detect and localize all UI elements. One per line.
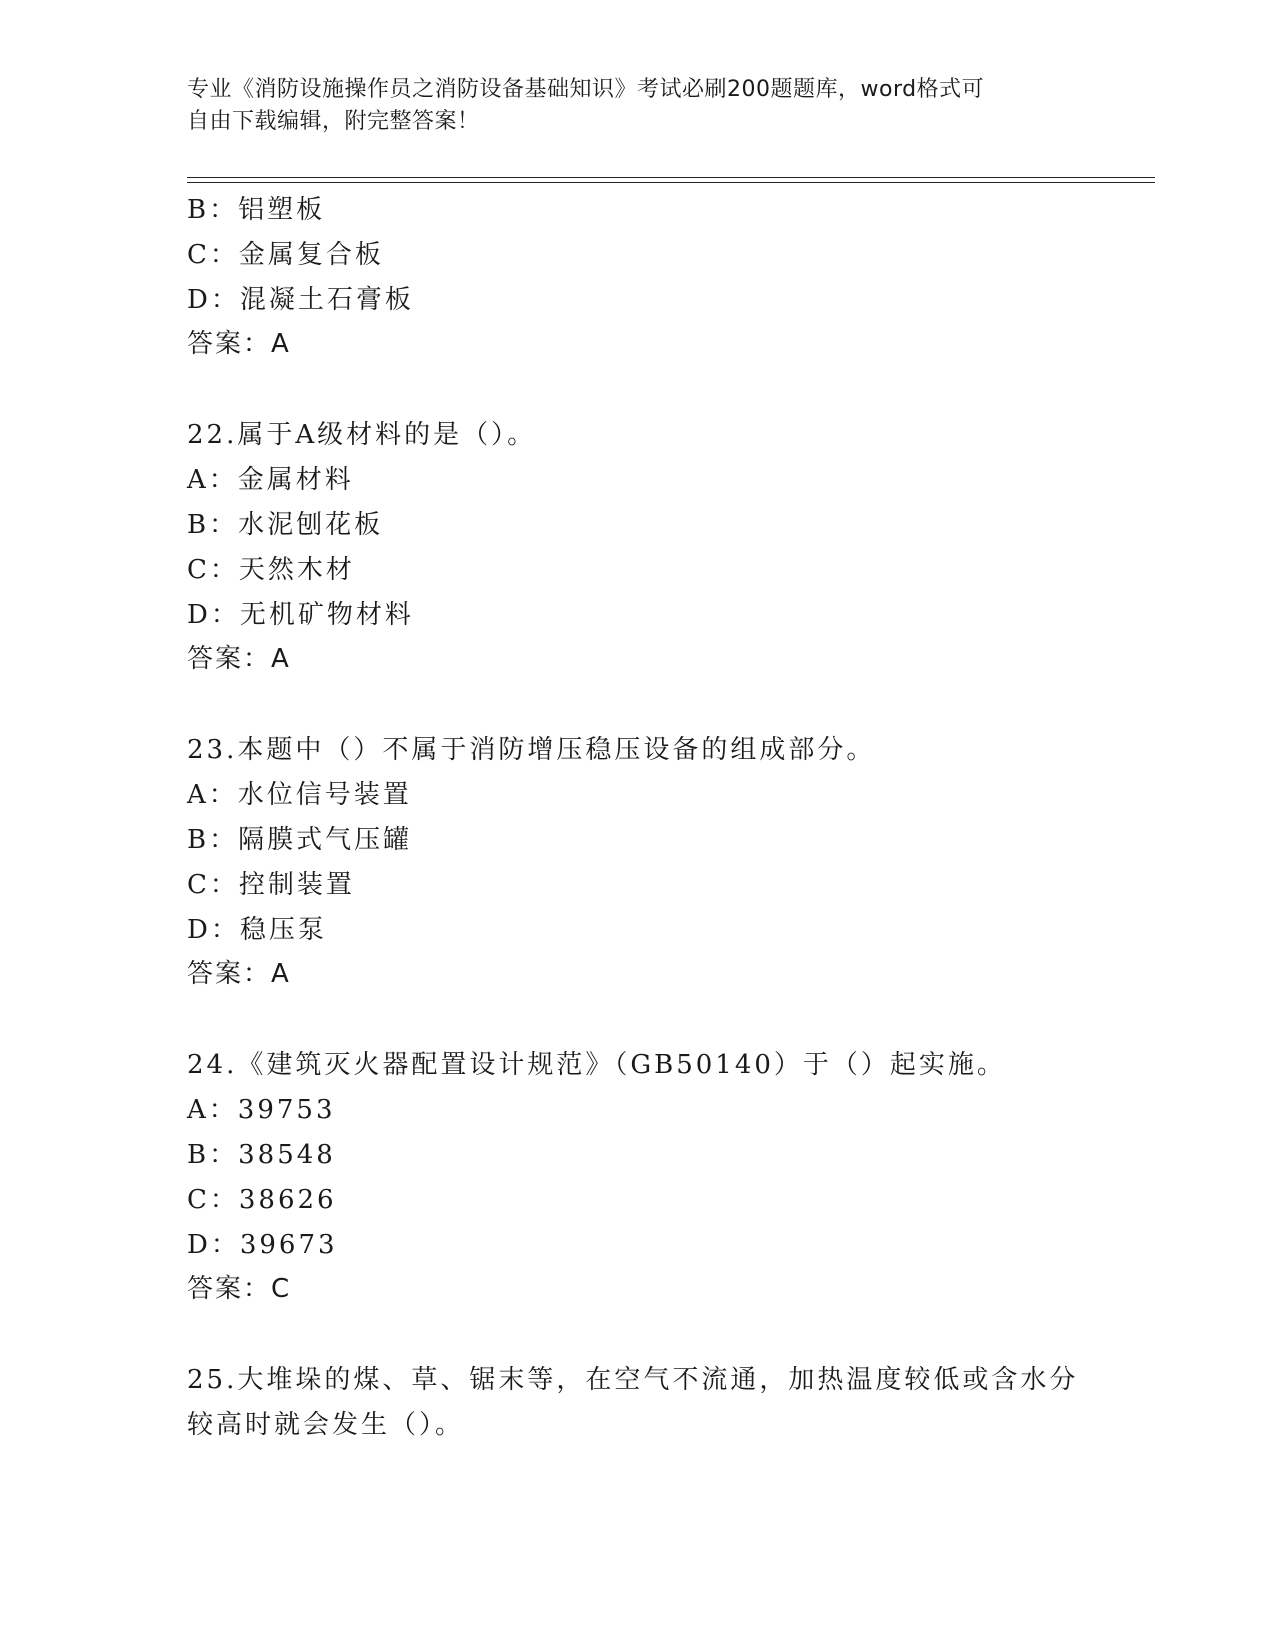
q24-option-c: C：38626: [187, 1185, 337, 1215]
q23-option-a: A：水位信号装置: [187, 780, 412, 810]
q24-stem: 24.《建筑灭火器配置设计规范》（GB50140）于（）起实施。: [187, 1050, 1006, 1080]
q23-option-d: D：稳压泵: [187, 915, 327, 945]
document-header: [187, 74, 1067, 138]
q22-answer: 答案：A: [187, 644, 291, 674]
q22-option-b: B：水泥刨花板: [187, 510, 384, 540]
q24-option-a: A：39753: [187, 1095, 336, 1125]
q21-option-c: C：金属复合板: [187, 240, 384, 270]
header-divider-bottom: [187, 182, 1155, 183]
q24-option-d: D：39673: [187, 1230, 338, 1260]
q24-answer: 答案：C: [187, 1274, 292, 1304]
q23-stem: 23.本题中（）不属于消防增压稳压设备的组成部分。: [187, 735, 876, 765]
q25-stem-line-2: 较高时就会发生（）。: [187, 1410, 465, 1440]
q23-option-c: C：控制装置: [187, 870, 355, 900]
q21-option-b: B：铝塑板: [187, 195, 326, 225]
header-divider-top: [187, 177, 1155, 178]
q23-option-b: B：隔膜式气压罐: [187, 825, 413, 855]
q21-option-d: D：混凝土石膏板: [187, 285, 414, 315]
header-line-2: 自由下载编辑，附完整答案！: [187, 109, 480, 134]
q25-stem-line-1: 25.大堆垛的煤、草、锯末等，在空气不流通，加热温度较低或含水分: [187, 1365, 1079, 1395]
q22-option-d: D：无机矿物材料: [187, 600, 414, 630]
q22-option-c: C：天然木材: [187, 555, 355, 585]
q23-answer: 答案：A: [187, 959, 291, 989]
q22-option-a: A：金属材料: [187, 465, 354, 495]
q21-answer: 答案：A: [187, 329, 291, 359]
q24-option-b: B：38548: [187, 1140, 336, 1170]
header-line-1: 专业《消防设施操作员之消防设备基础知识》考试必刷200题题库，word格式可: [187, 77, 985, 102]
q22-stem: 22.属于A级材料的是（）。: [187, 420, 537, 450]
